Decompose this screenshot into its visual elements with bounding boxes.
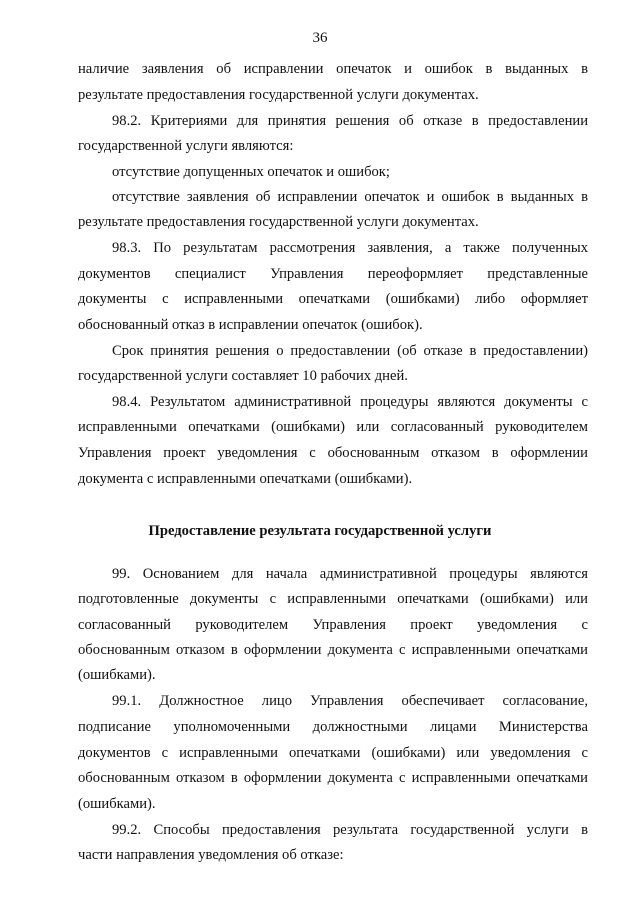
text-line: отсутствие допущенных опечаток и ошибок;	[112, 164, 390, 180]
page-number: 36	[312, 30, 328, 46]
text-line: результате предоставления государственной услуги документах.	[78, 214, 479, 230]
section-heading: Предоставление результата государственной услуги	[148, 523, 492, 539]
text-line: государственной услуги являются:	[78, 138, 294, 154]
text-line: отсутствие заявления об исправлении опечаток и ошибок в выданных в	[112, 189, 588, 205]
text-line: обоснованным отказом в оформлении документа с исправленными опечатками	[78, 642, 588, 658]
text-line: согласованный руководителем Управления проект уведомления с	[78, 617, 588, 633]
text-line: документы с исправленными опечатками (ошибками) либо оформляет	[78, 291, 588, 307]
text-line: обоснованный отказ в исправлении опечаток (ошибок).	[78, 317, 423, 333]
text-line: документов с исправленными опечатками (ошибками) или уведомления с	[78, 745, 588, 761]
text-line: государственной услуги составляет 10 рабочих дней.	[78, 368, 408, 384]
text-line: 98.4. Результатом административной процедуры являются документы с	[112, 394, 588, 410]
text-line: обоснованным отказом в оформлении документа с исправленными опечатками	[78, 770, 588, 786]
text-line: 99.2. Способы предоставления результата государственной услуги в	[112, 822, 588, 838]
text-line: документа с исправленными опечатками (ошибками).	[78, 471, 413, 487]
text-line: Срок принятия решения о предоставлении (об отказе в предоставлении)	[112, 343, 588, 359]
text-line: Управления проект уведомления с обоснованным отказом в оформлении	[78, 445, 588, 461]
text-line: 98.2. Критериями для принятия решения об отказе в предоставлении	[112, 113, 588, 129]
text-line: 98.3. По результатам рассмотрения заявления, а также полученных	[112, 240, 588, 256]
text-line: результате предоставления государственной услуги документах.	[78, 87, 479, 103]
text-line: части направления уведомления об отказе:	[78, 847, 344, 863]
text-line: документов специалист Управления переоформляет представленные	[78, 266, 588, 282]
text-line: 99.1. Должностное лицо Управления обеспечивает согласование,	[112, 693, 588, 709]
text-line: подписание уполномоченными должностными лицами Министерства	[78, 719, 588, 735]
text-line: (ошибками).	[78, 796, 156, 812]
text-line: подготовленные документы с исправленными опечатками (ошибками) или	[78, 591, 588, 607]
text-line: исправленными опечатками (ошибками) или согласованный руководителем	[78, 419, 588, 435]
text-line: 99. Основанием для начала административной процедуры являются	[112, 566, 588, 582]
text-line: наличие заявления об исправлении опечаток и ошибок в выданных в	[78, 61, 588, 77]
text-line: (ошибками).	[78, 667, 156, 683]
